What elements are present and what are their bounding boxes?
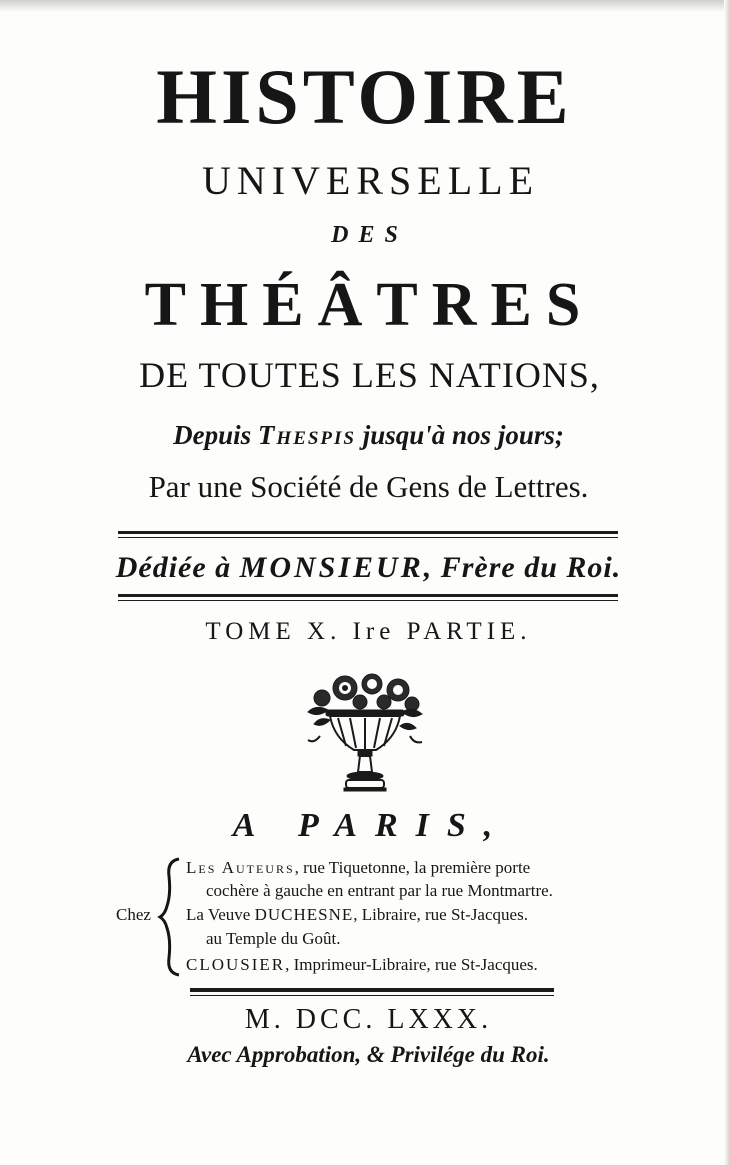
depuis-prefix: Depuis bbox=[173, 420, 258, 450]
publisher-duchesne-address: , Libraire, rue St-Jacques. bbox=[353, 905, 528, 924]
subtitle-des: DES bbox=[331, 222, 408, 248]
publication-date: M. DCC. LXXX. bbox=[244, 1004, 493, 1035]
chez-label: Chez bbox=[116, 905, 151, 924]
privilege-line: Avec Approbation, & Privilége du Roi. bbox=[187, 1042, 550, 1067]
publisher-duchesne: DUCHESNE bbox=[254, 905, 354, 924]
subtitle-nations: DE TOUTES LES NATIONS, bbox=[139, 355, 600, 395]
publisher-auteurs-address: , rue Tiquetonne, la première porte bbox=[294, 858, 531, 877]
depuis-suffix: jusqu'à nos jours; bbox=[356, 420, 564, 450]
depuis-thespis: Thespis bbox=[257, 420, 356, 450]
imprint-rule-thick bbox=[190, 988, 554, 992]
imprint-city: A PARIS, bbox=[232, 807, 511, 844]
volume-line: TOME X. Ire PARTIE. bbox=[205, 618, 532, 645]
publisher-veuve-prefix: La Veuve bbox=[186, 905, 255, 924]
publisher-clousier-address: , Imprimeur-Libraire, rue St-Jacques. bbox=[285, 955, 538, 974]
publisher-line-1 bbox=[186, 858, 530, 878]
subtitle-theatres: THÉÂTRES bbox=[144, 271, 595, 339]
publisher-clousier: CLOUSIER bbox=[186, 955, 286, 974]
dedication-suffix: , Frère du Roi. bbox=[423, 551, 622, 584]
imprint-rule-thin bbox=[190, 995, 554, 996]
authors-line: Par une Société de Gens de Lettres. bbox=[148, 469, 589, 504]
book-title: HISTOIRE bbox=[156, 53, 573, 140]
subtitle-universelle: UNIVERSELLE bbox=[201, 158, 540, 203]
curly-brace-icon bbox=[157, 856, 183, 978]
dedication-name: MONSIEUR bbox=[239, 551, 424, 584]
publisher-line-4: au Temple du Goût. bbox=[206, 929, 341, 948]
publisher-line-3 bbox=[186, 905, 528, 925]
publisher-line-2: cochère à gauche en entrant par la rue Montmartre. bbox=[206, 881, 553, 900]
publisher-line-5 bbox=[186, 955, 538, 975]
publisher-auteurs: Les Auteurs bbox=[186, 858, 295, 877]
dedication-prefix: Dédiée à bbox=[115, 551, 240, 584]
